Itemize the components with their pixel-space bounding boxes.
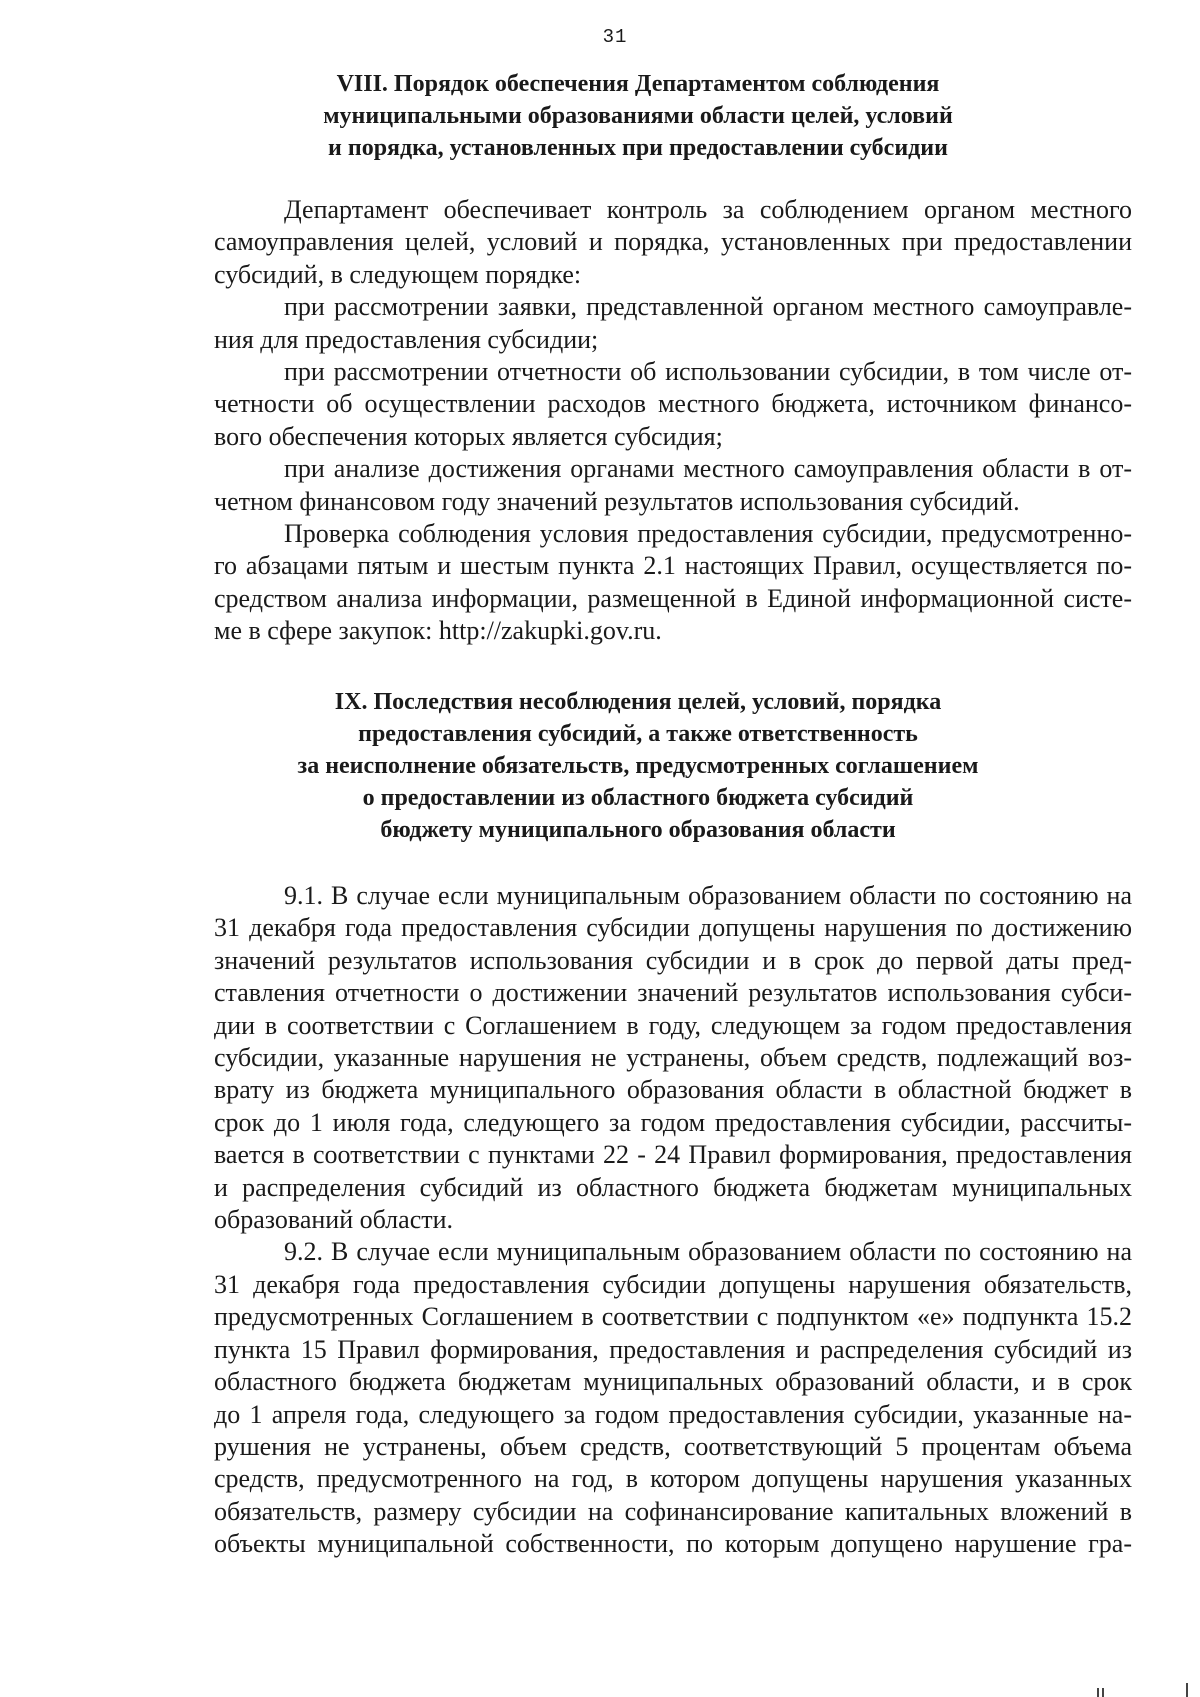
text-line: ния для предоставления субсидии; <box>214 324 599 354</box>
text-line: четном финансовом году значений результатов использования субсидий. <box>214 486 1020 516</box>
text-line: Проверка соблюдения условия предоставления субсидии, предусмотренно- <box>284 519 1132 549</box>
text-line: при анализе достижения органами местного самоуправления области в от- <box>284 454 1132 484</box>
text-line: объекты муниципальной собственности, по которым допущено нарушение гра- <box>214 1529 1132 1559</box>
heading-line: предоставления субсидий, а также ответственность <box>358 721 918 747</box>
text-line: 9.2. В случае если муниципальным образованием области по состоянию на <box>284 1237 1132 1267</box>
heading-line: бюджету муниципального образования области <box>380 817 896 843</box>
text-line: вается в соответствии с пунктами 22 - 24 Правил формирования, предоставления <box>214 1140 1132 1170</box>
text-line: го абзацами пятым и шестым пункта 2.1 настоящих Правил, осуществляется по- <box>214 551 1132 581</box>
scan-artifact <box>1186 1683 1188 1697</box>
heading-line: IX. Последствия несоблюдения целей, условий, порядка <box>334 689 942 715</box>
text-line: пункта 15 Правил формирования, предоставления и распределения субсидий из <box>214 1334 1132 1364</box>
text-line: вого обеспечения которых является субсидия; <box>214 421 723 451</box>
text-line: обязательств, размеру субсидии на софинансирование капитальных вложений в <box>214 1496 1132 1526</box>
text-line: предусмотренных Соглашением в соответствии с подпунктом «е» подпункта 15.2 <box>214 1302 1132 1332</box>
text-line: рушения не устранены, объем средств, соответствующий 5 процентам объема <box>214 1431 1132 1461</box>
text-line: субсидии, указанные нарушения не устранены, объем средств, подлежащий воз- <box>214 1043 1132 1073</box>
text-line: образований области. <box>214 1205 454 1235</box>
text-line: до 1 апреля года, следующего за годом предоставления субсидии, указанные на- <box>214 1399 1132 1429</box>
text-line: средством анализа информации, размещенной в Единой информационной систе- <box>214 583 1132 613</box>
heading-line: за неисполнение обязательств, предусмотренных соглашением <box>297 753 979 779</box>
text-line: субсидий, в следующем порядке: <box>214 259 582 289</box>
text-line: и распределения субсидий из областного бюджета бюджетам муниципальных <box>214 1172 1132 1202</box>
section-8-heading <box>144 68 1132 164</box>
text-line: Департамент обеспечивает контроль за соблюдением органом местного <box>284 195 1132 224</box>
text-line: средств, предусмотренного на год, в котором допущены нарушения указанных <box>214 1464 1132 1494</box>
text-line: ставления отчетности о достижении значений результатов использования субси- <box>214 978 1132 1008</box>
text-line: областного бюджета бюджетам муниципальных образований области, и в срок <box>214 1367 1132 1397</box>
heading-line: VIII. Порядок обеспечения Департаментом соблюдения <box>336 71 940 97</box>
heading-line: и порядка, установленных при предоставлении субсидии <box>328 135 948 161</box>
heading-line: муниципальными образованиями области целей, условий <box>323 103 953 129</box>
text-line: самоуправления целей, условий и порядка, установленных при предоставлении <box>214 227 1132 257</box>
text-line: при рассмотрении отчетности об использовании субсидии, в том числе от- <box>284 357 1132 387</box>
text-line: значений результатов использования субсидии и в срок до первой даты пред- <box>214 945 1132 975</box>
text-line: ме в сфере закупок: http://zakupki.gov.ru. <box>214 616 662 646</box>
page-number: 31 <box>602 26 628 48</box>
scan-artifact <box>1097 1688 1099 1697</box>
text-line: срок до 1 июля года, следующего за годом предоставления субсидии, рассчиты- <box>214 1107 1132 1137</box>
section-9-text <box>144 880 1132 1561</box>
scan-artifact <box>1102 1688 1104 1697</box>
text-line: 9.1. В случае если муниципальным образованием области по состоянию на <box>284 881 1132 910</box>
text-line: дии в соответствии с Соглашением в году, следующем за годом предоставления <box>214 1010 1132 1040</box>
text-line: врату из бюджета муниципального образования области в областной бюджет в <box>214 1075 1132 1105</box>
text-line: при рассмотрении заявки, представленной органом местного самоуправле- <box>284 292 1132 322</box>
text-line: 31 декабря года предоставления субсидии допущены нарушения по достижению <box>214 913 1132 943</box>
text-line: 31 декабря года предоставления субсидии допущены нарушения обязательств, <box>214 1269 1132 1299</box>
heading-line: о предоставлении из областного бюджета субсидий <box>362 785 914 811</box>
section-8-text <box>144 194 1132 648</box>
section-9-heading <box>144 686 1132 846</box>
text-line: четности об осуществлении расходов местного бюджета, источником финансо- <box>214 389 1132 419</box>
